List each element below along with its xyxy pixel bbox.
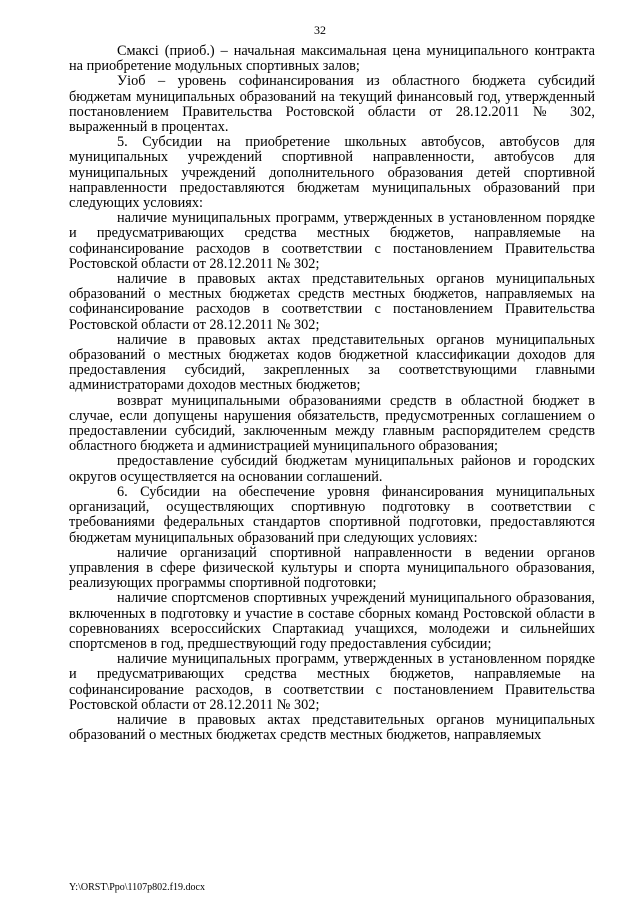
paragraph-condition: возврат муниципальными образованиями средств в областной бюджет в случае, если допущены нарушения обязательств, предусмотренных соглашением о предоставлении субсидий, заключенным между главным распорядителем средств областного бюджета и администрацией муниципального образования; <box>69 392 595 455</box>
paragraph-condition: наличие муниципальных программ, утвержденных в установленном порядке и предусматривающих средства местных бюджетов, направляемые на софинансирование расходов, в соответствии с постановлением Правительства Ростовской области от 28.12.2011 № 302; <box>69 651 595 713</box>
paragraph-uiob-definition: Уіоб – уровень софинансирования из областного бюджета субсидий бюджетам муниципальных образований на текущий финансовый год, утвержденный постановлением Правительства Ростовской области от 28.12.2011 № 302, выраженный в процентах. <box>69 73 595 136</box>
paragraph-condition-continued: наличие в правовых актах представительных органов муниципальных образований о местных бюджетах средств местных бюджетов, направляемых <box>69 711 595 744</box>
paragraph-condition: наличие муниципальных программ, утвержденных в установленном порядке и предусматривающих средства местных бюджетов, направляемые на софинансирование расходов в соответствии с постановлением Правительства Ростовской области от 28.12.2011 № 302; <box>69 210 595 272</box>
paragraph-cmax-definition: Смаксі (приоб.) – начальная максимальная цена муниципального контракта на приобретение модульных спортивных залов; <box>69 43 595 75</box>
document-body <box>69 44 595 743</box>
paragraph-condition: наличие спортсменов спортивных учреждений муниципального образования, включенных в подготовку и участие в составе сборных команд Ростовской области в соревнованиях всероссийских Спартакиад учащихся, молодежи и сильнейших спортсменов в год, предшествующий году предоставления субсидии; <box>69 590 595 652</box>
paragraph-condition: наличие организаций спортивной направленности в ведении органов управления в сфере физической культуры и спорта муниципального образования, реализующих программы спортивной подготовки; <box>69 544 595 592</box>
paragraph-section-5-intro: 5. Субсидии на приобретение школьных автобусов, автобусов для муниципальных учреждений спортивной направленности, автобусов для муниципальных учреждений дополнительного образования детей спортивной направленности предоставляются бюджетам муниципальных образований при следующих условиях: <box>69 134 595 212</box>
paragraph-condition: наличие в правовых актах представительных органов муниципальных образований о местных бюджетах средств местных бюджетов, направляемых на софинансирование расходов в соответствии с постановлением Правительства Ростовской области от 28.12.2011 № 302; <box>69 271 595 333</box>
footer-file-path: Y:\ORST\Ppo\1107p802.f19.docx <box>69 882 205 893</box>
paragraph-condition: наличие в правовых актах представительных органов муниципальных образований о местных бюджетах кодов бюджетной классификации доходов для предоставления субсидий, закрепленных за соответствующими главными администраторами доходов местных бюджетов; <box>69 331 595 394</box>
paragraph-condition: предоставление субсидий бюджетам муниципальных районов и городских округов осуществляется на основании соглашений. <box>69 453 595 485</box>
page-number: 32 <box>314 23 326 37</box>
paragraph-section-6-intro: 6. Субсидии на обеспечение уровня финансирования муниципальных организаций, осуществляющих спортивную подготовку в соответствии с требованиями федеральных стандартов спортивной подготовки, предоставляются бюджетам муниципальных образований при следующих условиях: <box>69 483 595 546</box>
